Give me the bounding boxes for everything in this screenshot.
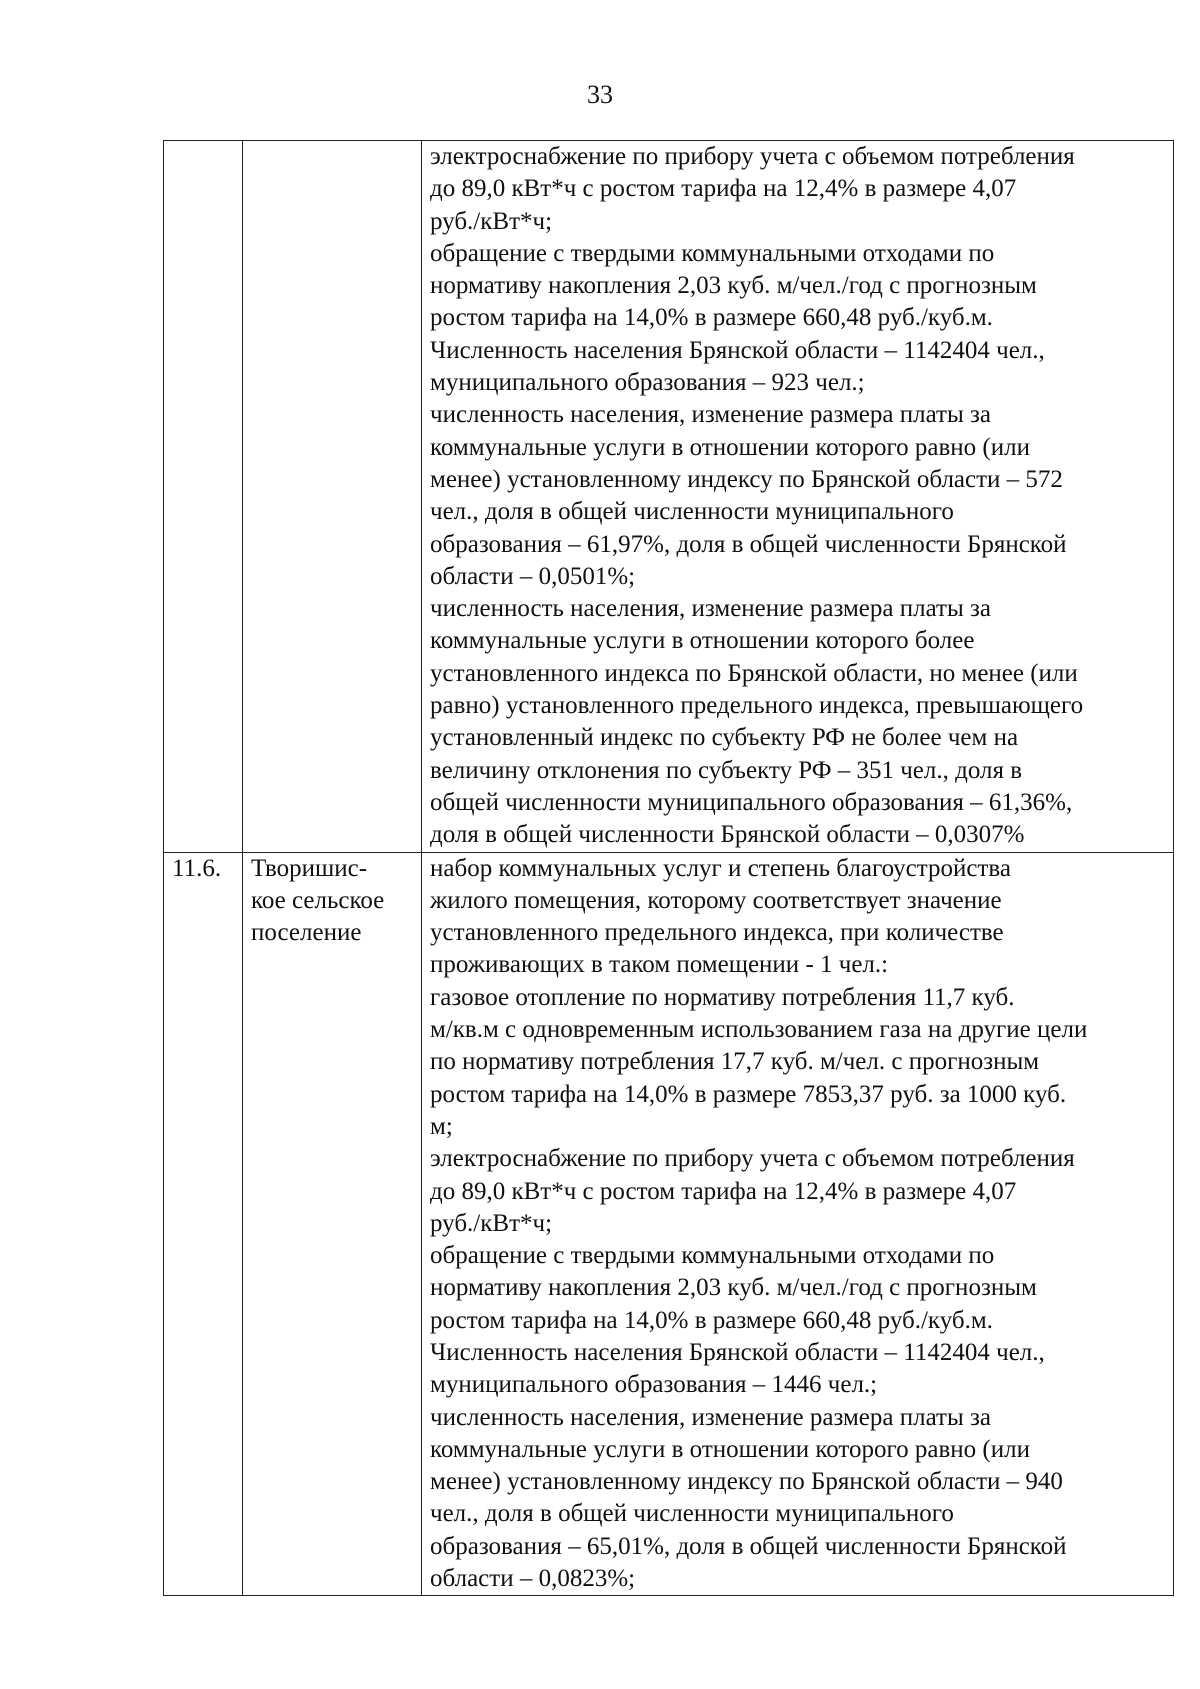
settlement-name-line: кое сельское <box>251 886 385 914</box>
description-line: муниципального образования – 923 чел.; <box>430 369 865 397</box>
description-line: доля в общей численности Брянской области – 0,0307% <box>430 821 1025 849</box>
description-line: чел., доля в общей численности муниципального <box>430 1500 954 1528</box>
description-line: ростом тарифа на 14,0% в размере 660,48 руб./куб.м. <box>430 1306 993 1334</box>
description-line: руб./кВт*ч; <box>430 1209 553 1237</box>
description-line: области – 0,0501%; <box>430 562 636 590</box>
description-line: образования – 65,01%, доля в общей численности Брянской <box>430 1532 1067 1560</box>
description-line: установленный индекс по субъекту РФ не более чем на <box>430 724 1019 752</box>
description-line: руб./кВт*ч; <box>430 207 553 235</box>
table-body <box>164 141 1174 1596</box>
description-line: Численность населения Брянской области – 1142404 чел., <box>430 1338 1045 1366</box>
description-line: до 89,0 кВт*ч с ростом тарифа на 12,4% в размере 4,07 <box>430 1177 1017 1205</box>
description-line: менее) установленному индексу по Брянской области – 572 <box>430 465 1063 493</box>
description-line: газовое отопление по нормативу потребления 11,7 куб. <box>430 983 1015 1011</box>
description-line: нормативу накопления 2,03 куб. м/чел./год с прогнозным <box>430 1274 1037 1302</box>
description-line: величину отклонения по субъекту РФ – 351 чел., доля в <box>430 756 1023 784</box>
settlement-name-line: Творишис- <box>251 854 368 882</box>
description-line: менее) установленному индексу по Брянской области – 940 <box>430 1468 1063 1496</box>
description-line: коммунальные услуги в отношении которого равно (или <box>430 433 1030 461</box>
description-line: чел., доля в общей численности муниципального <box>430 498 954 526</box>
description-line: ростом тарифа на 14,0% в размере 660,48 руб./куб.м. <box>430 304 993 332</box>
description-line: коммунальные услуги в отношении которого более <box>430 627 975 655</box>
page-number: 33 <box>587 80 613 109</box>
description-line: до 89,0 кВт*ч с ростом тарифа на 12,4% в размере 4,07 <box>430 175 1017 203</box>
settlement-name-cell <box>243 141 422 853</box>
description-line: электроснабжение по прибору учета с объемом потребления <box>430 143 1075 170</box>
description-cell <box>422 852 1174 1596</box>
description-line: м/кв.м с одновременным использованием газа на другие цели <box>430 1016 1088 1044</box>
description-cell <box>422 141 1174 853</box>
description-line: по нормативу потребления 17,7 куб. м/чел. с прогнозным <box>430 1048 1040 1076</box>
description-line: проживающих в таком помещении - 1 чел.: <box>430 951 889 979</box>
description-line: обращение с твердыми коммунальными отходами по <box>430 239 995 267</box>
settlement-name-cell <box>243 852 422 1596</box>
description-line: набор коммунальных услуг и степень благоустройства <box>430 854 1011 882</box>
description-line: установленного индекса по Брянской области, но менее (или <box>430 659 1078 687</box>
table-row <box>164 141 1174 853</box>
description-line: ростом тарифа на 14,0% в размере 7853,37 руб. за 1000 куб. <box>430 1080 1067 1108</box>
description-line: общей численности муниципального образования – 61,36%, <box>430 788 1073 816</box>
settlement-name-line: поселение <box>251 919 362 947</box>
description-line: численность населения, изменение размера платы за <box>430 1403 991 1431</box>
row-number-cell <box>164 141 243 853</box>
description-line: жилого помещения, которому соответствует значение <box>430 886 1002 914</box>
description-line: численность населения, изменение размера платы за <box>430 595 991 623</box>
description-line: равно) установленного предельного индекса, превышающего <box>430 692 1084 720</box>
description-line: муниципального образования – 1446 чел.; <box>430 1371 878 1399</box>
description-line: Численность населения Брянской области – 1142404 чел., <box>430 336 1045 364</box>
description-line: обращение с твердыми коммунальными отходами по <box>430 1242 995 1270</box>
description-line: установленного предельного индекса, при количестве <box>430 919 1004 947</box>
description-line: коммунальные услуги в отношении которого равно (или <box>430 1435 1030 1463</box>
description-line: нормативу накопления 2,03 куб. м/чел./год с прогнозным <box>430 272 1037 300</box>
row-number-cell: 11.6. <box>164 852 243 1596</box>
description-line: области – 0,0823%; <box>430 1565 636 1593</box>
table-row <box>164 852 1174 1596</box>
description-line: образования – 61,97%, доля в общей численности Брянской <box>430 530 1067 558</box>
description-line: численность населения, изменение размера платы за <box>430 401 991 429</box>
description-line: м; <box>430 1112 453 1140</box>
settlements-table <box>163 140 1174 1596</box>
description-line: электроснабжение по прибору учета с объемом потребления <box>430 1145 1075 1173</box>
